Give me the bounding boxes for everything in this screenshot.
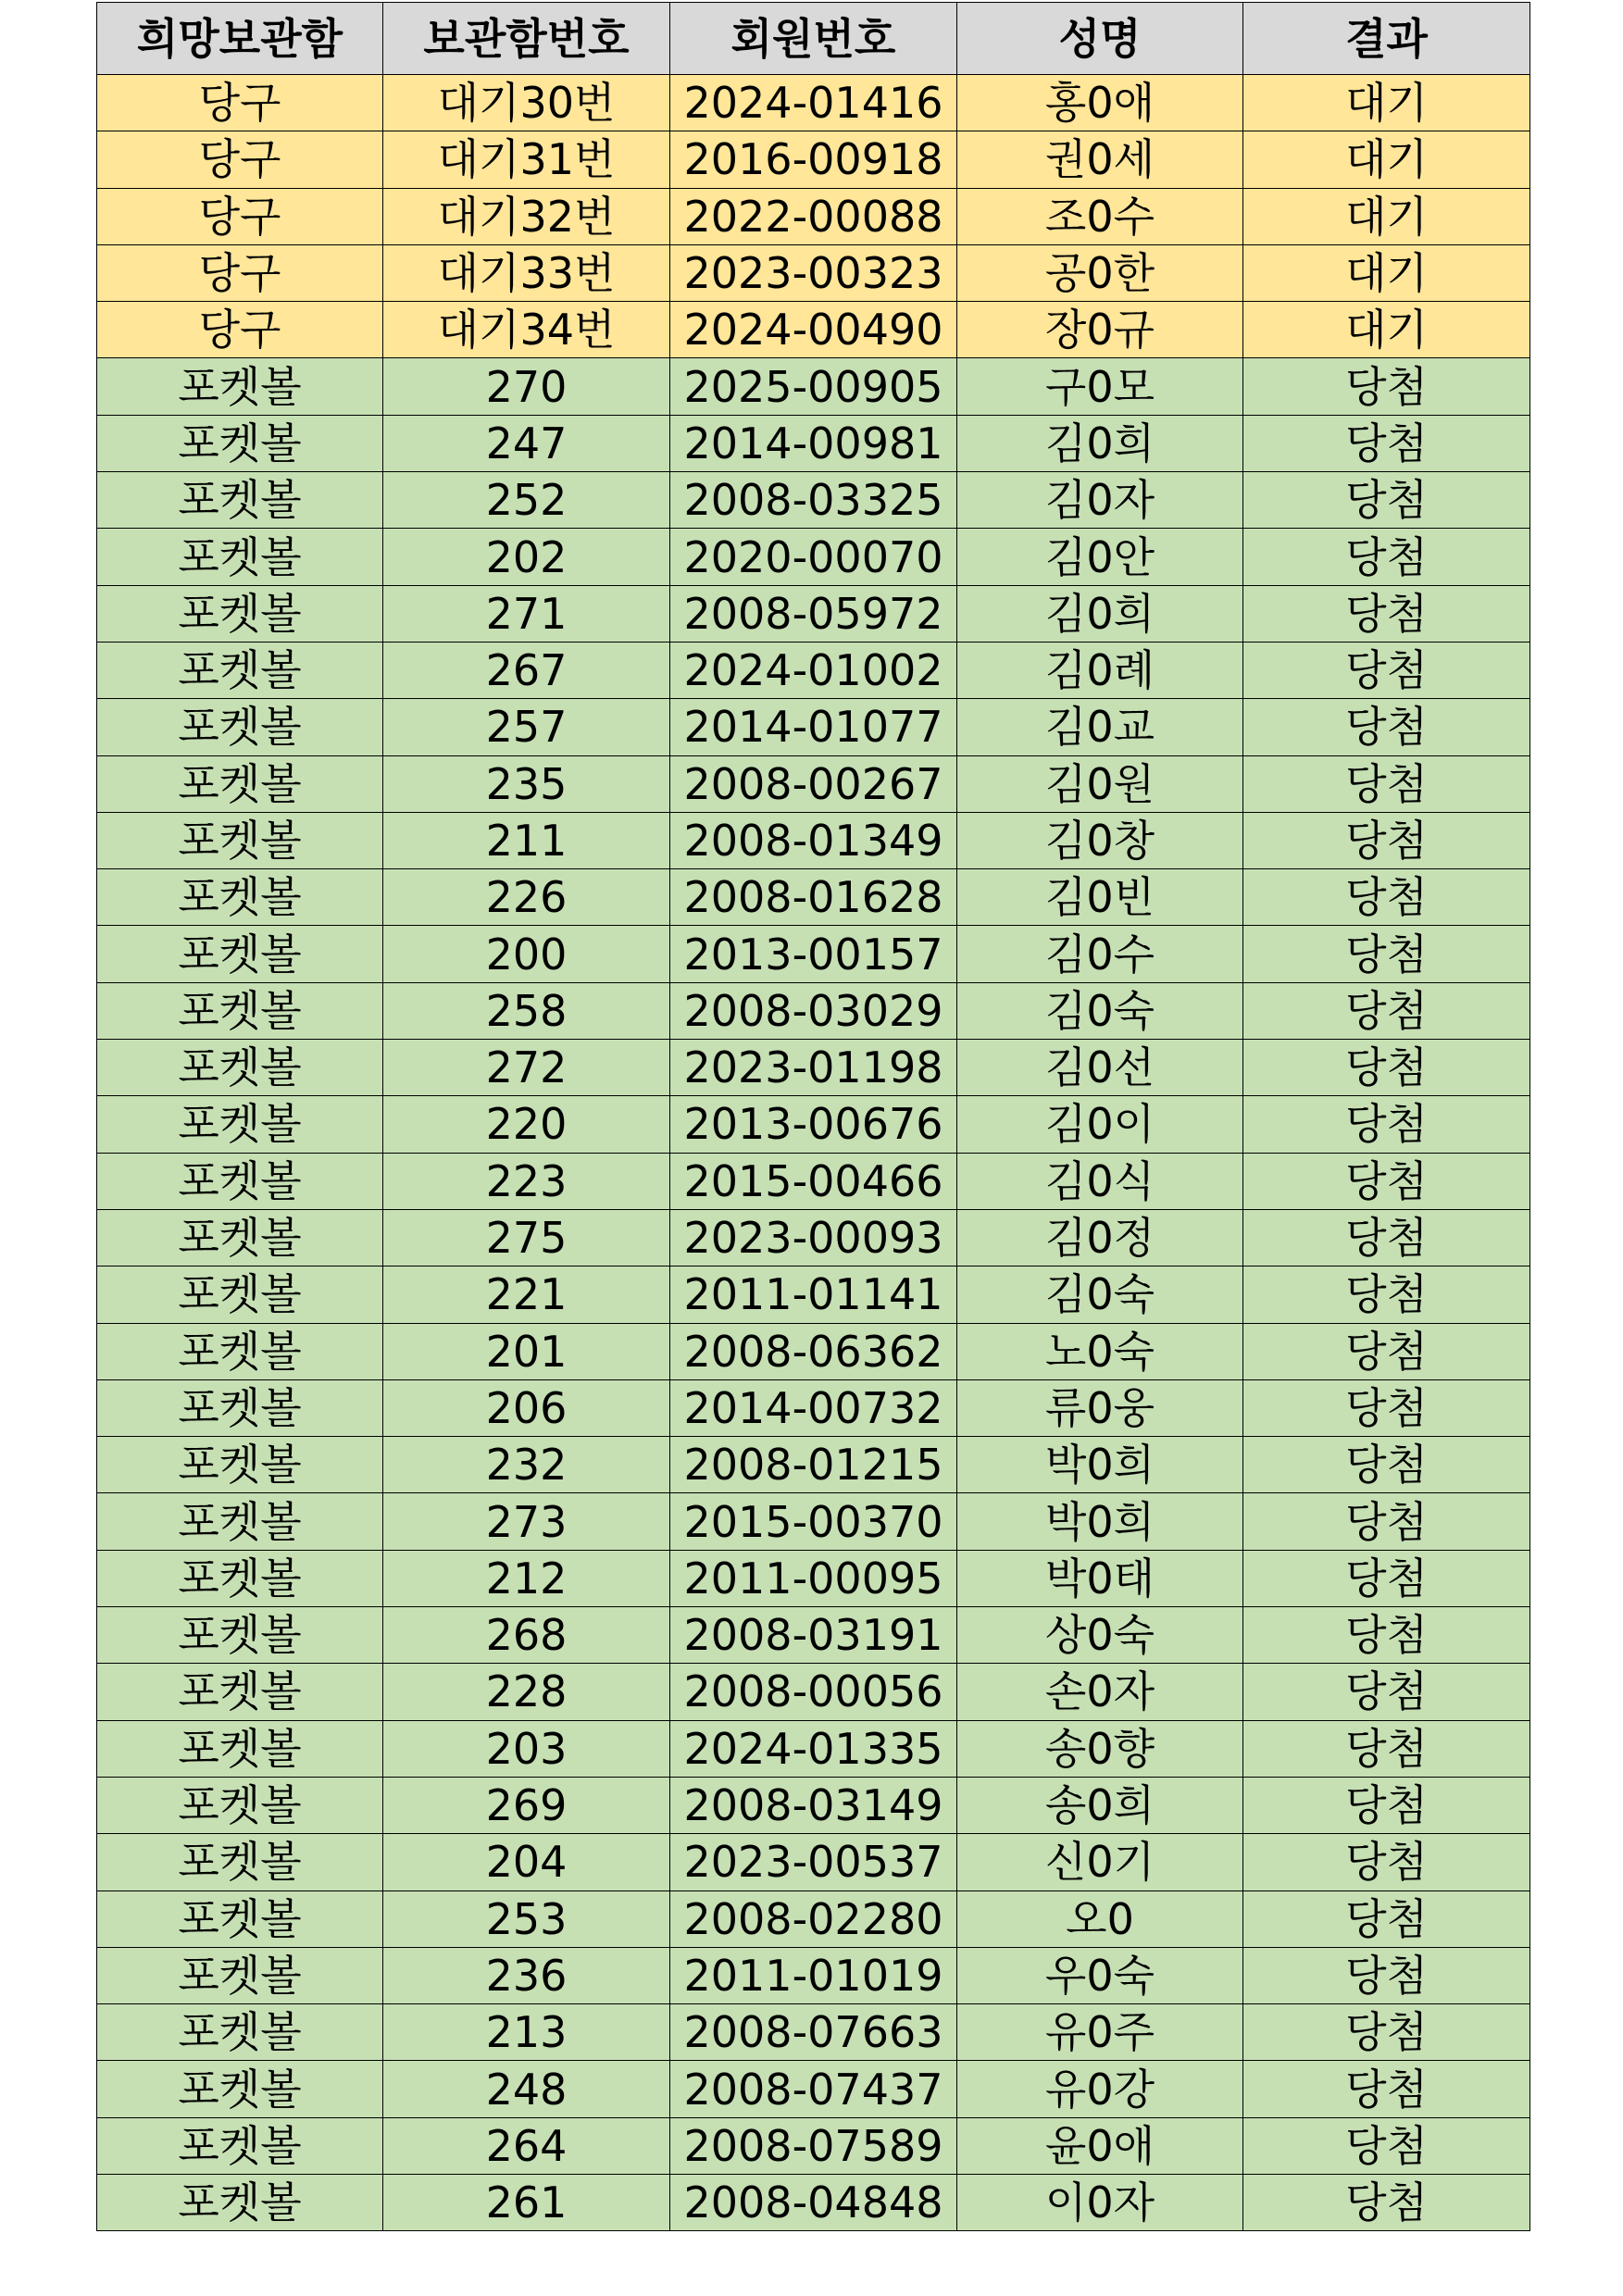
table-row: [97, 1267, 1530, 1323]
cell-desired-locker: 포켓볼: [97, 358, 383, 415]
cell-member-number: 2015-00466: [670, 1153, 957, 1209]
cell-result: 대기: [1243, 75, 1530, 131]
cell-member-number: 2008-03325: [670, 472, 957, 529]
cell-result: 당첨: [1243, 1947, 1530, 2003]
cell-name: 신0기: [957, 1834, 1243, 1890]
cell-desired-locker: 포켓볼: [97, 1040, 383, 1096]
cell-name: 노0숙: [957, 1323, 1243, 1379]
cell-name: 김0원: [957, 755, 1243, 812]
cell-desired-locker: 포켓볼: [97, 585, 383, 642]
cell-name: 김0희: [957, 585, 1243, 642]
cell-result: 당첨: [1243, 472, 1530, 529]
cell-locker-number: 270: [383, 358, 670, 415]
cell-desired-locker: 포켓볼: [97, 1890, 383, 1947]
cell-member-number: 2023-00537: [670, 1834, 957, 1890]
cell-result: 당첨: [1243, 2117, 1530, 2174]
cell-result: 대기: [1243, 302, 1530, 358]
cell-locker-number: 212: [383, 1550, 670, 1606]
table-row: [97, 926, 1530, 982]
cell-desired-locker: 포켓볼: [97, 2174, 383, 2230]
table-row: [97, 1096, 1530, 1153]
cell-member-number: 2024-00490: [670, 302, 957, 358]
cell-member-number: 2011-00095: [670, 1550, 957, 1606]
locker-result-table: [96, 2, 1530, 2231]
cell-locker-number: 206: [383, 1379, 670, 1436]
cell-result: 당첨: [1243, 529, 1530, 585]
cell-member-number: 2008-06362: [670, 1323, 957, 1379]
table-row: [97, 472, 1530, 529]
cell-locker-number: 253: [383, 1890, 670, 1947]
cell-desired-locker: 포켓볼: [97, 1267, 383, 1323]
cell-desired-locker: 포켓볼: [97, 812, 383, 868]
cell-name: 김0숙: [957, 1267, 1243, 1323]
cell-result: 당첨: [1243, 1267, 1530, 1323]
table-row: [97, 1040, 1530, 1096]
cell-member-number: 2014-00981: [670, 415, 957, 471]
cell-result: 당첨: [1243, 642, 1530, 698]
cell-locker-number: 대기32번: [383, 188, 670, 244]
table-row: [97, 699, 1530, 755]
cell-member-number: 2013-00157: [670, 926, 957, 982]
cell-locker-number: 대기30번: [383, 75, 670, 131]
cell-result: 당첨: [1243, 1664, 1530, 1720]
cell-member-number: 2024-01416: [670, 75, 957, 131]
cell-locker-number: 252: [383, 472, 670, 529]
header-member-number: 회원번호: [670, 3, 957, 75]
cell-locker-number: 272: [383, 1040, 670, 1096]
table-body: [97, 75, 1530, 2231]
cell-name: 김0희: [957, 415, 1243, 471]
cell-member-number: 2008-02280: [670, 1890, 957, 1947]
cell-desired-locker: 포켓볼: [97, 755, 383, 812]
cell-result: 당첨: [1243, 926, 1530, 982]
cell-desired-locker: 포켓볼: [97, 1323, 383, 1379]
cell-desired-locker: 포켓볼: [97, 1550, 383, 1606]
cell-member-number: 2014-01077: [670, 699, 957, 755]
cell-name: 권0세: [957, 131, 1243, 188]
cell-locker-number: 269: [383, 1777, 670, 1833]
table-row: [97, 1607, 1530, 1664]
cell-locker-number: 대기33번: [383, 244, 670, 301]
table-row: [97, 1550, 1530, 1606]
table-row: [97, 1720, 1530, 1777]
cell-member-number: 2015-00370: [670, 1493, 957, 1550]
cell-desired-locker: 포켓볼: [97, 1096, 383, 1153]
cell-locker-number: 232: [383, 1437, 670, 1493]
cell-member-number: 2008-03149: [670, 1777, 957, 1833]
cell-locker-number: 220: [383, 1096, 670, 1153]
table-row: [97, 2004, 1530, 2061]
cell-desired-locker: 당구: [97, 131, 383, 188]
table-row: [97, 1947, 1530, 2003]
cell-desired-locker: 포켓볼: [97, 1437, 383, 1493]
cell-name: 김0숙: [957, 982, 1243, 1039]
cell-name: 김0창: [957, 812, 1243, 868]
cell-name: 우0숙: [957, 1947, 1243, 2003]
table-row: [97, 1664, 1530, 1720]
cell-name: 유0주: [957, 2004, 1243, 2061]
cell-result: 당첨: [1243, 1890, 1530, 1947]
table-row: [97, 982, 1530, 1039]
cell-desired-locker: 포켓볼: [97, 529, 383, 585]
cell-locker-number: 258: [383, 982, 670, 1039]
header-row: [97, 3, 1530, 75]
cell-name: 홍0애: [957, 75, 1243, 131]
table-row: [97, 131, 1530, 188]
cell-locker-number: 223: [383, 1153, 670, 1209]
cell-locker-number: 273: [383, 1493, 670, 1550]
table-row: [97, 812, 1530, 868]
cell-member-number: 2008-04848: [670, 2174, 957, 2230]
cell-name: 상0숙: [957, 1607, 1243, 1664]
cell-name: 이0자: [957, 2174, 1243, 2230]
table-row: [97, 2117, 1530, 2174]
cell-desired-locker: 당구: [97, 302, 383, 358]
cell-desired-locker: 당구: [97, 244, 383, 301]
cell-desired-locker: 포켓볼: [97, 1947, 383, 2003]
cell-result: 당첨: [1243, 1834, 1530, 1890]
cell-locker-number: 228: [383, 1664, 670, 1720]
cell-name: 윤0애: [957, 2117, 1243, 2174]
cell-result: 당첨: [1243, 1493, 1530, 1550]
cell-name: 박0태: [957, 1550, 1243, 1606]
cell-name: 손0자: [957, 1664, 1243, 1720]
cell-name: 김0자: [957, 472, 1243, 529]
cell-member-number: 2020-00070: [670, 529, 957, 585]
cell-name: 김0례: [957, 642, 1243, 698]
cell-name: 김0수: [957, 926, 1243, 982]
cell-result: 당첨: [1243, 1323, 1530, 1379]
cell-name: 구0모: [957, 358, 1243, 415]
table-row: [97, 2174, 1530, 2230]
cell-desired-locker: 포켓볼: [97, 1777, 383, 1833]
cell-desired-locker: 포켓볼: [97, 2061, 383, 2117]
cell-result: 당첨: [1243, 1437, 1530, 1493]
cell-result: 당첨: [1243, 2004, 1530, 2061]
header-locker-number: 보관함번호: [383, 3, 670, 75]
table-row: [97, 1379, 1530, 1436]
cell-desired-locker: 포켓볼: [97, 982, 383, 1039]
cell-locker-number: 275: [383, 1209, 670, 1266]
cell-member-number: 2011-01019: [670, 1947, 957, 2003]
cell-desired-locker: 포켓볼: [97, 415, 383, 471]
cell-name: 유0강: [957, 2061, 1243, 2117]
cell-result: 당첨: [1243, 699, 1530, 755]
cell-member-number: 2008-01628: [670, 869, 957, 926]
table-row: [97, 1834, 1530, 1890]
cell-desired-locker: 포켓볼: [97, 472, 383, 529]
cell-name: 송0향: [957, 1720, 1243, 1777]
cell-result: 당첨: [1243, 1209, 1530, 1266]
cell-locker-number: 213: [383, 2004, 670, 2061]
cell-result: 당첨: [1243, 1379, 1530, 1436]
cell-locker-number: 271: [383, 585, 670, 642]
header-result: 결과: [1243, 3, 1530, 75]
cell-member-number: 2016-00918: [670, 131, 957, 188]
cell-desired-locker: 포켓볼: [97, 1493, 383, 1550]
cell-result: 당첨: [1243, 1607, 1530, 1664]
cell-member-number: 2008-01215: [670, 1437, 957, 1493]
cell-result: 당첨: [1243, 2061, 1530, 2117]
cell-member-number: 2008-05972: [670, 585, 957, 642]
table-row: [97, 1209, 1530, 1266]
table-row: [97, 1437, 1530, 1493]
cell-result: 당첨: [1243, 358, 1530, 415]
cell-name: 박0희: [957, 1437, 1243, 1493]
cell-name: 조0수: [957, 188, 1243, 244]
cell-member-number: 2008-07589: [670, 2117, 957, 2174]
cell-name: 공0한: [957, 244, 1243, 301]
cell-locker-number: 261: [383, 2174, 670, 2230]
table-row: [97, 642, 1530, 698]
cell-result: 당첨: [1243, 982, 1530, 1039]
cell-result: 당첨: [1243, 2174, 1530, 2230]
cell-locker-number: 236: [383, 1947, 670, 2003]
cell-member-number: 2024-01002: [670, 642, 957, 698]
table-row: [97, 358, 1530, 415]
cell-member-number: 2008-00056: [670, 1664, 957, 1720]
cell-name: 김0식: [957, 1153, 1243, 1209]
cell-desired-locker: 포켓볼: [97, 1153, 383, 1209]
cell-member-number: 2023-00323: [670, 244, 957, 301]
cell-desired-locker: 포켓볼: [97, 1720, 383, 1777]
cell-name: 김0이: [957, 1096, 1243, 1153]
cell-member-number: 2008-03029: [670, 982, 957, 1039]
table-row: [97, 1777, 1530, 1833]
cell-desired-locker: 당구: [97, 188, 383, 244]
table-row: [97, 869, 1530, 926]
cell-member-number: 2008-03191: [670, 1607, 957, 1664]
table-row: [97, 1153, 1530, 1209]
cell-name: 박0희: [957, 1493, 1243, 1550]
cell-name: 김0빈: [957, 869, 1243, 926]
cell-desired-locker: 포켓볼: [97, 1664, 383, 1720]
cell-locker-number: 200: [383, 926, 670, 982]
cell-locker-number: 대기34번: [383, 302, 670, 358]
cell-locker-number: 268: [383, 1607, 670, 1664]
cell-locker-number: 202: [383, 529, 670, 585]
cell-locker-number: 대기31번: [383, 131, 670, 188]
cell-result: 당첨: [1243, 585, 1530, 642]
cell-member-number: 2008-01349: [670, 812, 957, 868]
table-row: [97, 529, 1530, 585]
table-row: [97, 75, 1530, 131]
cell-locker-number: 221: [383, 1267, 670, 1323]
cell-locker-number: 226: [383, 869, 670, 926]
cell-member-number: 2008-00267: [670, 755, 957, 812]
cell-desired-locker: 당구: [97, 75, 383, 131]
cell-result: 당첨: [1243, 415, 1530, 471]
table-row: [97, 585, 1530, 642]
cell-member-number: 2025-00905: [670, 358, 957, 415]
cell-locker-number: 235: [383, 755, 670, 812]
cell-name: 김0교: [957, 699, 1243, 755]
cell-result: 대기: [1243, 131, 1530, 188]
table-row: [97, 1493, 1530, 1550]
table-row: [97, 1890, 1530, 1947]
table-row: [97, 302, 1530, 358]
cell-desired-locker: 포켓볼: [97, 1209, 383, 1266]
cell-desired-locker: 포켓볼: [97, 869, 383, 926]
cell-result: 당첨: [1243, 812, 1530, 868]
cell-name: 김0안: [957, 529, 1243, 585]
cell-desired-locker: 포켓볼: [97, 1834, 383, 1890]
cell-result: 당첨: [1243, 1777, 1530, 1833]
cell-result: 당첨: [1243, 1153, 1530, 1209]
cell-member-number: 2023-00093: [670, 1209, 957, 1266]
cell-desired-locker: 포켓볼: [97, 1607, 383, 1664]
cell-name: 오0: [957, 1890, 1243, 1947]
cell-locker-number: 247: [383, 415, 670, 471]
cell-member-number: 2024-01335: [670, 1720, 957, 1777]
cell-result: 당첨: [1243, 1720, 1530, 1777]
header-desired-locker: 희망보관함: [97, 3, 383, 75]
cell-member-number: 2023-01198: [670, 1040, 957, 1096]
cell-result: 당첨: [1243, 1040, 1530, 1096]
cell-member-number: 2013-00676: [670, 1096, 957, 1153]
table-row: [97, 415, 1530, 471]
cell-member-number: 2008-07437: [670, 2061, 957, 2117]
cell-name: 장0규: [957, 302, 1243, 358]
cell-name: 류0웅: [957, 1379, 1243, 1436]
cell-name: 김0정: [957, 1209, 1243, 1266]
table-row: [97, 244, 1530, 301]
cell-result: 대기: [1243, 244, 1530, 301]
cell-result: 당첨: [1243, 869, 1530, 926]
table-row: [97, 755, 1530, 812]
cell-locker-number: 204: [383, 1834, 670, 1890]
cell-member-number: 2008-07663: [670, 2004, 957, 2061]
cell-member-number: 2011-01141: [670, 1267, 957, 1323]
cell-locker-number: 257: [383, 699, 670, 755]
header-name: 성명: [957, 3, 1243, 75]
cell-locker-number: 203: [383, 1720, 670, 1777]
cell-result: 당첨: [1243, 755, 1530, 812]
table-row: [97, 1323, 1530, 1379]
cell-result: 대기: [1243, 188, 1530, 244]
cell-desired-locker: 포켓볼: [97, 642, 383, 698]
cell-result: 당첨: [1243, 1096, 1530, 1153]
cell-locker-number: 201: [383, 1323, 670, 1379]
cell-member-number: 2022-00088: [670, 188, 957, 244]
cell-locker-number: 211: [383, 812, 670, 868]
cell-member-number: 2014-00732: [670, 1379, 957, 1436]
cell-name: 김0선: [957, 1040, 1243, 1096]
cell-result: 당첨: [1243, 1550, 1530, 1606]
table-row: [97, 188, 1530, 244]
cell-locker-number: 264: [383, 2117, 670, 2174]
table-row: [97, 2061, 1530, 2117]
cell-desired-locker: 포켓볼: [97, 926, 383, 982]
cell-locker-number: 267: [383, 642, 670, 698]
cell-desired-locker: 포켓볼: [97, 2117, 383, 2174]
cell-name: 송0희: [957, 1777, 1243, 1833]
cell-locker-number: 248: [383, 2061, 670, 2117]
cell-desired-locker: 포켓볼: [97, 2004, 383, 2061]
cell-desired-locker: 포켓볼: [97, 699, 383, 755]
cell-desired-locker: 포켓볼: [97, 1379, 383, 1436]
